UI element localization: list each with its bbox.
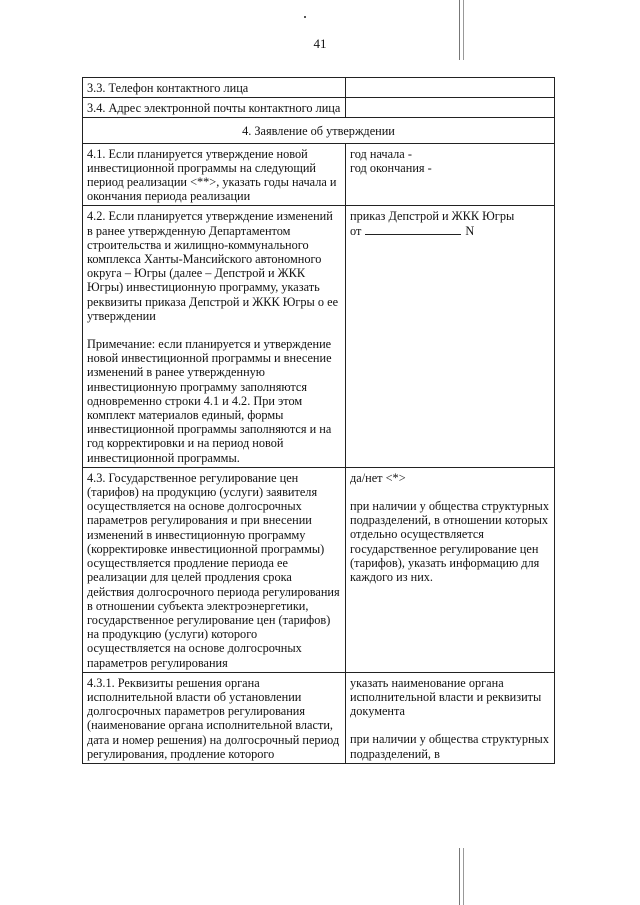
table-row-3-3 (83, 78, 555, 98)
start-year-field: год начала - (350, 146, 412, 161)
section-4-header-row (83, 118, 555, 143)
row-4-3-1-instruction: указать наименование органа исполнительной власти и реквизиты документа (350, 675, 542, 719)
row-3-4-value (346, 98, 555, 118)
order-date-blank (365, 224, 461, 235)
row-4-1-label: 4.1. Если планируется утверждение новой инвестиционной программы на следующий период реализации <**>, указать годы начала и окончания периода реализации (83, 143, 346, 206)
section-4-title: 4. Заявление об утверждении (83, 118, 555, 143)
table-row-4-3 (83, 467, 555, 672)
row-4-3-1-value (346, 672, 555, 763)
row-3-3-label: 3.3. Телефон контактного лица (83, 78, 346, 98)
row-4-2-value (346, 206, 555, 467)
table-row-4-1 (83, 143, 555, 206)
row-4-3-value (346, 467, 555, 672)
yes-no-field: да/нет <*> (350, 470, 406, 485)
order-from-label: от (350, 223, 362, 238)
table-row-4-2 (83, 206, 555, 467)
row-3-3-value (346, 78, 555, 98)
order-date-number-line (350, 224, 550, 238)
order-number-label: N (465, 223, 475, 238)
scan-artifact-line (463, 848, 464, 905)
table-row-4-3-1 (83, 672, 555, 763)
page-number: 41 (313, 36, 327, 51)
row-4-2-label (83, 206, 346, 467)
scan-artifact-line (459, 848, 460, 905)
row-4-3-1-instruction-2: при наличии у общества структурных подразделений, в (350, 732, 549, 761)
row-4-3-label: 4.3. Государственное регулирование цен (тарифов) на продукцию (услуги) заявителя осуществляется на основе долгосрочных параметров регулирования и при внесении изменений в инвестиционную программу (корректировке инвестиционной программы) осуществляется продление периода ее реализации для целей продления срока действия долгосрочного периода регулирования в отношении субъекта электроэнергетики, государственное регулирование цен (тарифов) на продукцию (услуги) которого осуществляется на основе долгосрочных параметров регулирования (83, 467, 346, 672)
row-4-2-note: Примечание: если планируется и утверждение новой инвестиционной программы и внесение изменений в ранее утвержденную инвестиционную программу заполняются одновременно строки 4.1 и 4.2. При этом комплект материалов единый, формы инвестиционной программы заполняются и на год корректировки и на период новой инвестиционной программы. (87, 337, 332, 465)
order-reference: приказ Депстрой и ЖКК Югры (350, 209, 515, 224)
scan-artifact-top (304, 16, 306, 18)
row-4-3-1-label: 4.3.1. Реквизиты решения органа исполнительной власти об установлении долгосрочных параметров регулирования (наименование органа исполнительной власти, дата и номер решения) на долгосрочный период регулирования, продление которого (83, 672, 346, 763)
row-4-1-value (346, 143, 555, 206)
row-4-2-text: 4.2. Если планируется утверждение изменений в ранее утвержденную Департаментом строительства и жилищно-коммунального комплекса Ханты-Мансийского автономного округа – Югры (далее – Депстрой и ЖКК Югры) инвестиционную программу, указать реквизиты приказа Депстрой и ЖКК Югры о ее утверждении (87, 209, 339, 323)
end-year-field: год окончания - (350, 160, 432, 175)
table-row-3-4 (83, 98, 555, 118)
row-3-4-label: 3.4. Адрес электронной почты контактного лица (83, 98, 346, 118)
application-form-table (82, 77, 555, 764)
row-4-3-instruction: при наличии у общества структурных подразделений, в отношении которых отдельно осуществляется государственное регулирование цен (тарифов), указать информацию для каждого из них. (350, 499, 549, 585)
